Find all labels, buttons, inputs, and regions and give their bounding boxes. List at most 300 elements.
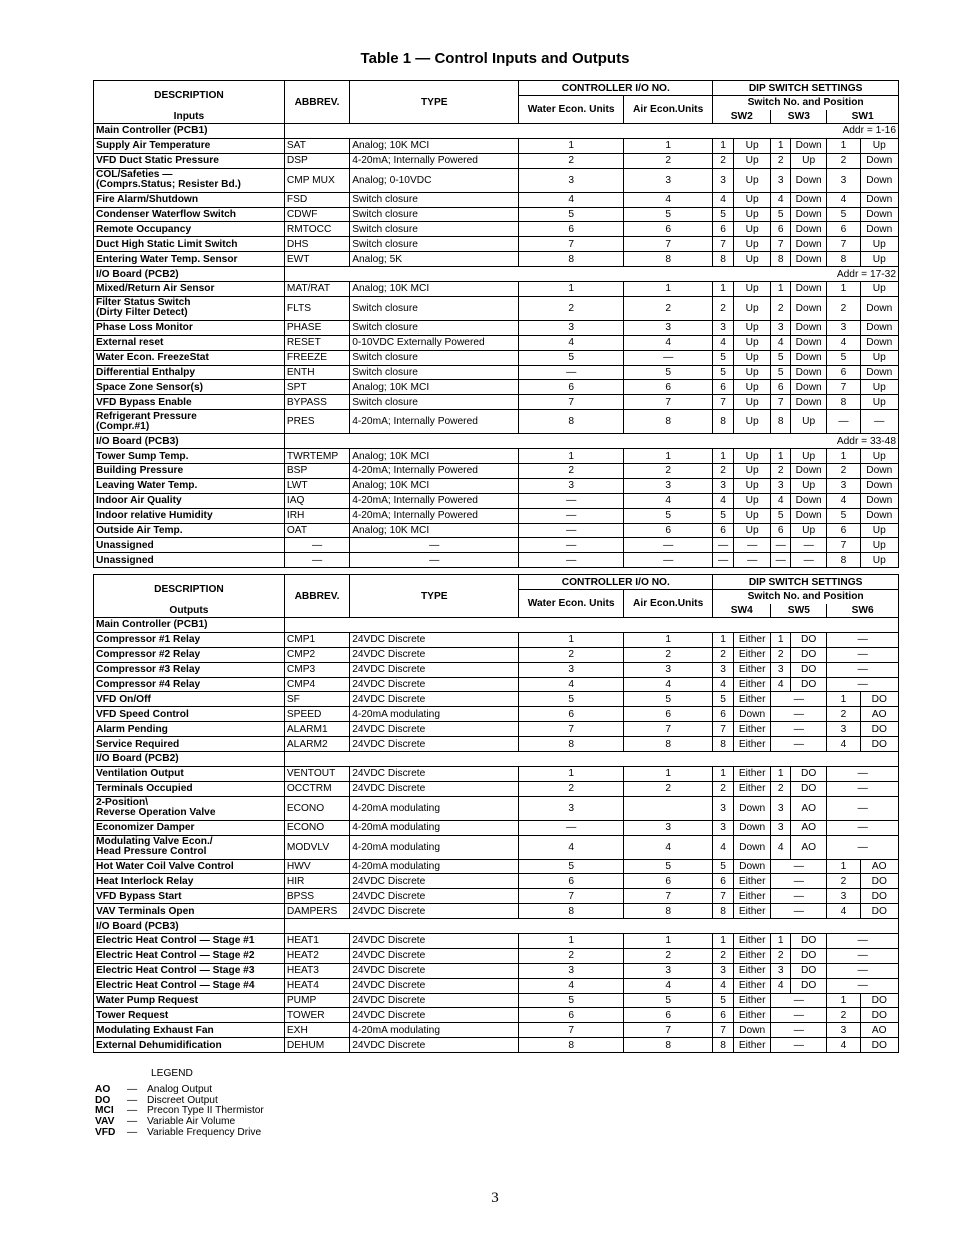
switch-position: Up — [734, 207, 771, 222]
type-cell: 24VDC Discrete — [350, 948, 519, 963]
switch-position: Up — [734, 493, 771, 508]
switch-position: Up — [791, 478, 827, 493]
switch-number: 7 — [771, 237, 791, 252]
switch-number: 3 — [771, 320, 791, 335]
inputs-table — [93, 80, 899, 568]
water-econ-cell: 2 — [519, 296, 624, 320]
type-cell: 4-20mA modulating — [350, 707, 519, 722]
switch-number: 3 — [827, 320, 860, 335]
water-econ-cell: — — [519, 538, 624, 553]
switch-position: Either — [734, 948, 771, 963]
description-cell: External reset — [94, 335, 285, 350]
abbrev-cell: SAT — [284, 138, 349, 153]
section-label: I/O Board (PCB2) — [94, 267, 285, 282]
water-econ-cell: 1 — [519, 632, 624, 647]
switch-position: Either — [734, 766, 771, 781]
switch-position: Down — [791, 335, 827, 350]
abbrev-cell: SPT — [284, 380, 349, 395]
abbrev-cell: OAT — [284, 523, 349, 538]
switch-number: 7 — [713, 395, 734, 410]
switch-position: Down — [734, 796, 771, 820]
switch-number: 2 — [713, 948, 734, 963]
switch-number: 8 — [827, 395, 860, 410]
water-econ-cell: 7 — [519, 1023, 624, 1038]
air-econ-cell: 7 — [624, 237, 713, 252]
switch-empty: — — [771, 1008, 827, 1023]
type-cell: 24VDC Discrete — [350, 737, 519, 752]
switch-number: 2 — [713, 781, 734, 796]
type-cell: 24VDC Discrete — [350, 978, 519, 993]
water-econ-cell: 2 — [519, 781, 624, 796]
switch-position: Up — [734, 365, 771, 380]
table-row — [94, 722, 899, 737]
abbrev-header: ABBREV. — [284, 81, 349, 124]
switch-number: 3 — [713, 963, 734, 978]
legend — [95, 1069, 264, 1139]
abbrev-cell: EWT — [284, 252, 349, 267]
section-label: Main Controller (PCB1) — [94, 124, 285, 139]
switch-position: Down — [860, 464, 898, 479]
abbrev-cell: CMP2 — [284, 647, 349, 662]
air-econ-cell: 3 — [624, 963, 713, 978]
switch-number: 2 — [771, 464, 791, 479]
section-row — [94, 618, 899, 633]
section-label: I/O Board (PCB3) — [94, 434, 285, 449]
switch-position: Down — [791, 222, 827, 237]
switch-empty: — — [771, 1023, 827, 1038]
switch-number: 3 — [771, 478, 791, 493]
table-row — [94, 796, 899, 820]
switch-number: 2 — [771, 153, 791, 168]
description-line: Modulating Valve Econ./ — [96, 836, 213, 848]
legend-abbr: MCI — [95, 1105, 114, 1117]
air-econ-cell: 8 — [624, 904, 713, 919]
section-row — [94, 434, 899, 449]
description-line: Reverse Operation Valve — [96, 807, 216, 819]
air-econ-cell: 4 — [624, 335, 713, 350]
description-cell: Remote Occupancy — [94, 222, 285, 237]
switch-number: 4 — [713, 192, 734, 207]
water-econ-cell: 3 — [519, 320, 624, 335]
type-cell: Switch closure — [350, 350, 519, 365]
switch-number: 4 — [827, 737, 860, 752]
switch-number: 5 — [827, 207, 860, 222]
outputs-table — [93, 574, 899, 1053]
switch-position: Up — [791, 153, 827, 168]
switch-position: DO — [860, 889, 898, 904]
air-econ-cell: 1 — [624, 632, 713, 647]
description-cell: VFD Bypass Start — [94, 889, 285, 904]
switch-position: DO — [860, 1008, 898, 1023]
table-title: Table 1 — Control Inputs and Outputs — [360, 50, 630, 67]
switch-number: 5 — [713, 993, 734, 1008]
switch-position: Either — [734, 874, 771, 889]
air-econ-cell: 6 — [624, 523, 713, 538]
type-cell: 4-20mA modulating — [350, 859, 519, 874]
air-econ-cell: 7 — [624, 395, 713, 410]
abbrev-cell: TWRTEMP — [284, 449, 349, 464]
switch-position: Up — [791, 449, 827, 464]
abbrev-cell: IRH — [284, 508, 349, 523]
switch-number: 5 — [713, 859, 734, 874]
table-row — [94, 478, 899, 493]
switch-position: Up — [734, 335, 771, 350]
air-econ-cell: 2 — [624, 296, 713, 320]
switch-position: Down — [791, 282, 827, 297]
switch-position-header: Switch No. and Position — [713, 590, 899, 604]
switch-number: 8 — [771, 252, 791, 267]
switch-number: 2 — [713, 153, 734, 168]
water-econ-cell: 5 — [519, 859, 624, 874]
switch-number: 4 — [827, 1038, 860, 1053]
legend-dash: — — [127, 1094, 138, 1106]
description-header: DESCRIPTION — [94, 575, 285, 604]
switch-number: 7 — [827, 380, 860, 395]
switch-empty: — — [771, 707, 827, 722]
switch-number: 1 — [713, 934, 734, 949]
switch-position: DO — [791, 978, 827, 993]
abbrev-cell: FSD — [284, 192, 349, 207]
description-cell: VFD Duct Static Pressure — [94, 153, 285, 168]
abbrev-cell: PRES — [284, 410, 349, 434]
switch-number: 2 — [713, 296, 734, 320]
type-cell: 4-20mA; Internally Powered — [350, 508, 519, 523]
table-row — [94, 934, 899, 949]
water-econ-cell: 6 — [519, 380, 624, 395]
water-econ-cell: 2 — [519, 647, 624, 662]
switch-number: 7 — [713, 1023, 734, 1038]
switch-position: Up — [860, 350, 898, 365]
table-row — [94, 874, 899, 889]
description-cell: Terminals Occupied — [94, 781, 285, 796]
abbrev-cell: IAQ — [284, 493, 349, 508]
type-header: TYPE — [350, 81, 519, 124]
table-row — [94, 835, 899, 859]
description-cell: Phase Loss Monitor — [94, 320, 285, 335]
address-range — [284, 919, 898, 934]
switch-number: 1 — [713, 449, 734, 464]
switch-empty: — — [771, 859, 827, 874]
switch-number: 2 — [827, 874, 860, 889]
switch-position: Down — [734, 820, 771, 835]
switch-position: Up — [791, 410, 827, 434]
abbrev-header: ABBREV. — [284, 575, 349, 618]
switch-position: DO — [791, 963, 827, 978]
switch-empty: — — [827, 766, 899, 781]
switch-position: Down — [860, 222, 898, 237]
table-row — [94, 820, 899, 835]
switch-position: Down — [791, 138, 827, 153]
air-econ-cell: — — [624, 350, 713, 365]
switch-number: 7 — [771, 395, 791, 410]
water-econ-cell: 7 — [519, 237, 624, 252]
switch-position: DO — [791, 781, 827, 796]
switch-number: 3 — [713, 168, 734, 192]
switch-number: 7 — [713, 237, 734, 252]
abbrev-cell: HEAT1 — [284, 934, 349, 949]
type-cell: 24VDC Discrete — [350, 1038, 519, 1053]
switch-position: Up — [860, 538, 898, 553]
switch-empty: — — [827, 677, 899, 692]
switch-number: 4 — [827, 493, 860, 508]
table-row — [94, 138, 899, 153]
abbrev-cell: — — [284, 538, 349, 553]
table-row — [94, 781, 899, 796]
description-cell: Compressor #1 Relay — [94, 632, 285, 647]
switch-position: Up — [860, 553, 898, 568]
water-econ-cell: — — [519, 365, 624, 380]
table-row — [94, 153, 899, 168]
switch-position: DO — [791, 677, 827, 692]
description-cell: Compressor #4 Relay — [94, 677, 285, 692]
description-cell: Heat Interlock Relay — [94, 874, 285, 889]
type-cell: 24VDC Discrete — [350, 781, 519, 796]
switch-number: 6 — [771, 523, 791, 538]
legend-dash: — — [127, 1083, 138, 1095]
switch-position: Up — [860, 380, 898, 395]
switch-position: Up — [734, 508, 771, 523]
switch-number: 2 — [771, 647, 791, 662]
switch-position: DO — [860, 993, 898, 1008]
table-row — [94, 380, 899, 395]
switch-position: Up — [860, 138, 898, 153]
abbrev-cell: HEAT2 — [284, 948, 349, 963]
abbrev-cell: CMP4 — [284, 677, 349, 692]
abbrev-cell: ALARM1 — [284, 722, 349, 737]
water-econ-cell: 3 — [519, 478, 624, 493]
switch-number: 1 — [771, 138, 791, 153]
switch-position: Up — [734, 222, 771, 237]
type-cell: Analog; 10K MCI — [350, 380, 519, 395]
water-econ-cell: 8 — [519, 410, 624, 434]
type-cell: 24VDC Discrete — [350, 993, 519, 1008]
air-econ-cell: 6 — [624, 222, 713, 237]
water-econ-cell: 4 — [519, 835, 624, 859]
switch-position: Down — [791, 320, 827, 335]
switch-position: Down — [860, 153, 898, 168]
water-econ-cell: 1 — [519, 282, 624, 297]
legend-abbr: VFD — [95, 1126, 116, 1138]
description-cell: Tower Sump Temp. — [94, 449, 285, 464]
switch-position: Down — [791, 350, 827, 365]
legend-item — [95, 1128, 264, 1139]
description-cell: Electric Heat Control — Stage #3 — [94, 963, 285, 978]
switch-position: Up — [734, 523, 771, 538]
description-cell: VAV Terminals Open — [94, 904, 285, 919]
switch-position: Either — [734, 978, 771, 993]
switch-number: 4 — [713, 835, 734, 859]
section-row — [94, 752, 899, 767]
table-row — [94, 737, 899, 752]
air-econ-header: Air Econ.Units — [624, 590, 713, 618]
switch-number: 3 — [827, 889, 860, 904]
air-econ-cell: 6 — [624, 380, 713, 395]
type-cell: 4-20mA modulating — [350, 835, 519, 859]
abbrev-cell: ECONO — [284, 820, 349, 835]
switch-empty: — — [827, 632, 899, 647]
switch-position: Down — [791, 237, 827, 252]
switch-position: Up — [860, 449, 898, 464]
table-row — [94, 766, 899, 781]
switch-number: 4 — [713, 493, 734, 508]
switch-number: 3 — [827, 1023, 860, 1038]
description-cell: Supply Air Temperature — [94, 138, 285, 153]
table-row — [94, 553, 899, 568]
switch-position: DO — [860, 737, 898, 752]
table-row — [94, 523, 899, 538]
switch-number: 4 — [827, 192, 860, 207]
water-econ-cell: 4 — [519, 978, 624, 993]
description-line: (Comprs.Status; Resister Bd.) — [96, 179, 241, 191]
water-econ-cell: 7 — [519, 889, 624, 904]
switch-number: 2 — [827, 707, 860, 722]
air-econ-cell: 8 — [624, 737, 713, 752]
table-row — [94, 948, 899, 963]
description-line: Refrigerant Pressure — [96, 410, 197, 422]
switch-position: Down — [860, 365, 898, 380]
dip-switch-header: DIP SWITCH SETTINGS — [713, 575, 899, 590]
air-econ-cell: 2 — [624, 647, 713, 662]
abbrev-cell: CMP3 — [284, 662, 349, 677]
switch-position: Down — [791, 192, 827, 207]
air-econ-cell: 7 — [624, 722, 713, 737]
switch-number: — — [713, 538, 734, 553]
description-line: (Dirty Filter Detect) — [96, 307, 188, 319]
water-econ-cell: 5 — [519, 993, 624, 1008]
water-econ-cell: 1 — [519, 766, 624, 781]
description-cell: Entering Water Temp. Sensor — [94, 252, 285, 267]
switch-position: Either — [734, 647, 771, 662]
abbrev-cell: PHASE — [284, 320, 349, 335]
switch-number: 4 — [713, 677, 734, 692]
water-econ-cell: 1 — [519, 449, 624, 464]
water-econ-cell: 4 — [519, 192, 624, 207]
air-econ-cell: 2 — [624, 948, 713, 963]
switch-number: 3 — [771, 662, 791, 677]
switch-number: 3 — [771, 168, 791, 192]
abbrev-cell: BSP — [284, 464, 349, 479]
description-cell: Compressor #3 Relay — [94, 662, 285, 677]
switch-position: Up — [734, 252, 771, 267]
switch-position: DO — [791, 766, 827, 781]
description-line: Filter Status Switch — [96, 297, 191, 309]
water-econ-cell: 5 — [519, 692, 624, 707]
switch-number: 1 — [771, 766, 791, 781]
table-row — [94, 395, 899, 410]
address-range: Addr = 33-48 — [284, 434, 898, 449]
switch-number: 3 — [771, 796, 791, 820]
water-econ-cell: 2 — [519, 153, 624, 168]
switch-number: 1 — [827, 138, 860, 153]
switch-number: 6 — [713, 222, 734, 237]
type-cell: Switch closure — [350, 192, 519, 207]
switch-number: 8 — [827, 553, 860, 568]
description-cell: Duct High Static Limit Switch — [94, 237, 285, 252]
switch-number: 2 — [827, 464, 860, 479]
switch-position: Down — [860, 192, 898, 207]
air-econ-cell: 1 — [624, 934, 713, 949]
switch-number: 6 — [827, 523, 860, 538]
air-econ-cell: 4 — [624, 192, 713, 207]
switch-number: 3 — [713, 320, 734, 335]
air-econ-cell: 3 — [624, 478, 713, 493]
switch-number: 2 — [827, 296, 860, 320]
legend-text: Discreet Output — [147, 1094, 218, 1106]
table-row — [94, 410, 899, 434]
switch-position: Up — [860, 523, 898, 538]
water-econ-cell: 1 — [519, 138, 624, 153]
water-econ-cell: — — [519, 820, 624, 835]
description-cell: Ventilation Output — [94, 766, 285, 781]
sw4-header: SW4 — [713, 604, 771, 618]
switch-number: 7 — [827, 237, 860, 252]
address-range — [284, 752, 898, 767]
type-cell: 24VDC Discrete — [350, 692, 519, 707]
air-econ-cell: 3 — [624, 820, 713, 835]
switch-number: 2 — [713, 647, 734, 662]
air-econ-cell: 6 — [624, 707, 713, 722]
switch-position: Up — [734, 296, 771, 320]
abbrev-cell: TOWER — [284, 1008, 349, 1023]
table-row — [94, 632, 899, 647]
switch-position: Either — [734, 993, 771, 1008]
air-econ-cell: 4 — [624, 978, 713, 993]
switch-position: Down — [791, 380, 827, 395]
switch-empty: — — [771, 1038, 827, 1053]
abbrev-cell: OCCTRM — [284, 781, 349, 796]
switch-position: — — [734, 553, 771, 568]
switch-empty: — — [827, 948, 899, 963]
legend-text: Variable Air Volume — [147, 1116, 236, 1128]
air-econ-cell: 8 — [624, 1038, 713, 1053]
type-cell: 4-20mA; Internally Powered — [350, 153, 519, 168]
description-cell: VFD Speed Control — [94, 707, 285, 722]
switch-empty: — — [771, 722, 827, 737]
description-line: COL/Safeties — — [96, 169, 173, 181]
water-econ-cell: 3 — [519, 168, 624, 192]
table-row — [94, 904, 899, 919]
air-econ-cell: 3 — [624, 320, 713, 335]
water-econ-cell: 4 — [519, 335, 624, 350]
switch-position: Down — [791, 395, 827, 410]
description-cell: Alarm Pending — [94, 722, 285, 737]
type-cell: Analog; 10K MCI — [350, 523, 519, 538]
water-econ-cell: 6 — [519, 1008, 624, 1023]
switch-number: 6 — [713, 380, 734, 395]
switch-position: Up — [734, 192, 771, 207]
switch-number: 5 — [713, 365, 734, 380]
table-row — [94, 1008, 899, 1023]
water-econ-cell: 2 — [519, 464, 624, 479]
air-econ-cell: 3 — [624, 168, 713, 192]
legend-abbr: VAV — [95, 1116, 115, 1128]
type-cell: Analog; 0-10VDC — [350, 168, 519, 192]
description-cell: Differential Enthalpy — [94, 365, 285, 380]
switch-number: 2 — [771, 781, 791, 796]
switch-position: DO — [791, 662, 827, 677]
description-cell: Building Pressure — [94, 464, 285, 479]
switch-number: 8 — [713, 904, 734, 919]
type-cell: 24VDC Discrete — [350, 766, 519, 781]
type-cell: Switch closure — [350, 222, 519, 237]
air-econ-cell: — — [624, 553, 713, 568]
water-econ-cell: 7 — [519, 395, 624, 410]
table-row — [94, 168, 899, 192]
switch-number: 2 — [771, 948, 791, 963]
switch-position: Down — [860, 320, 898, 335]
switch-number: 6 — [713, 874, 734, 889]
section-label: Main Controller (PCB1) — [94, 618, 285, 633]
